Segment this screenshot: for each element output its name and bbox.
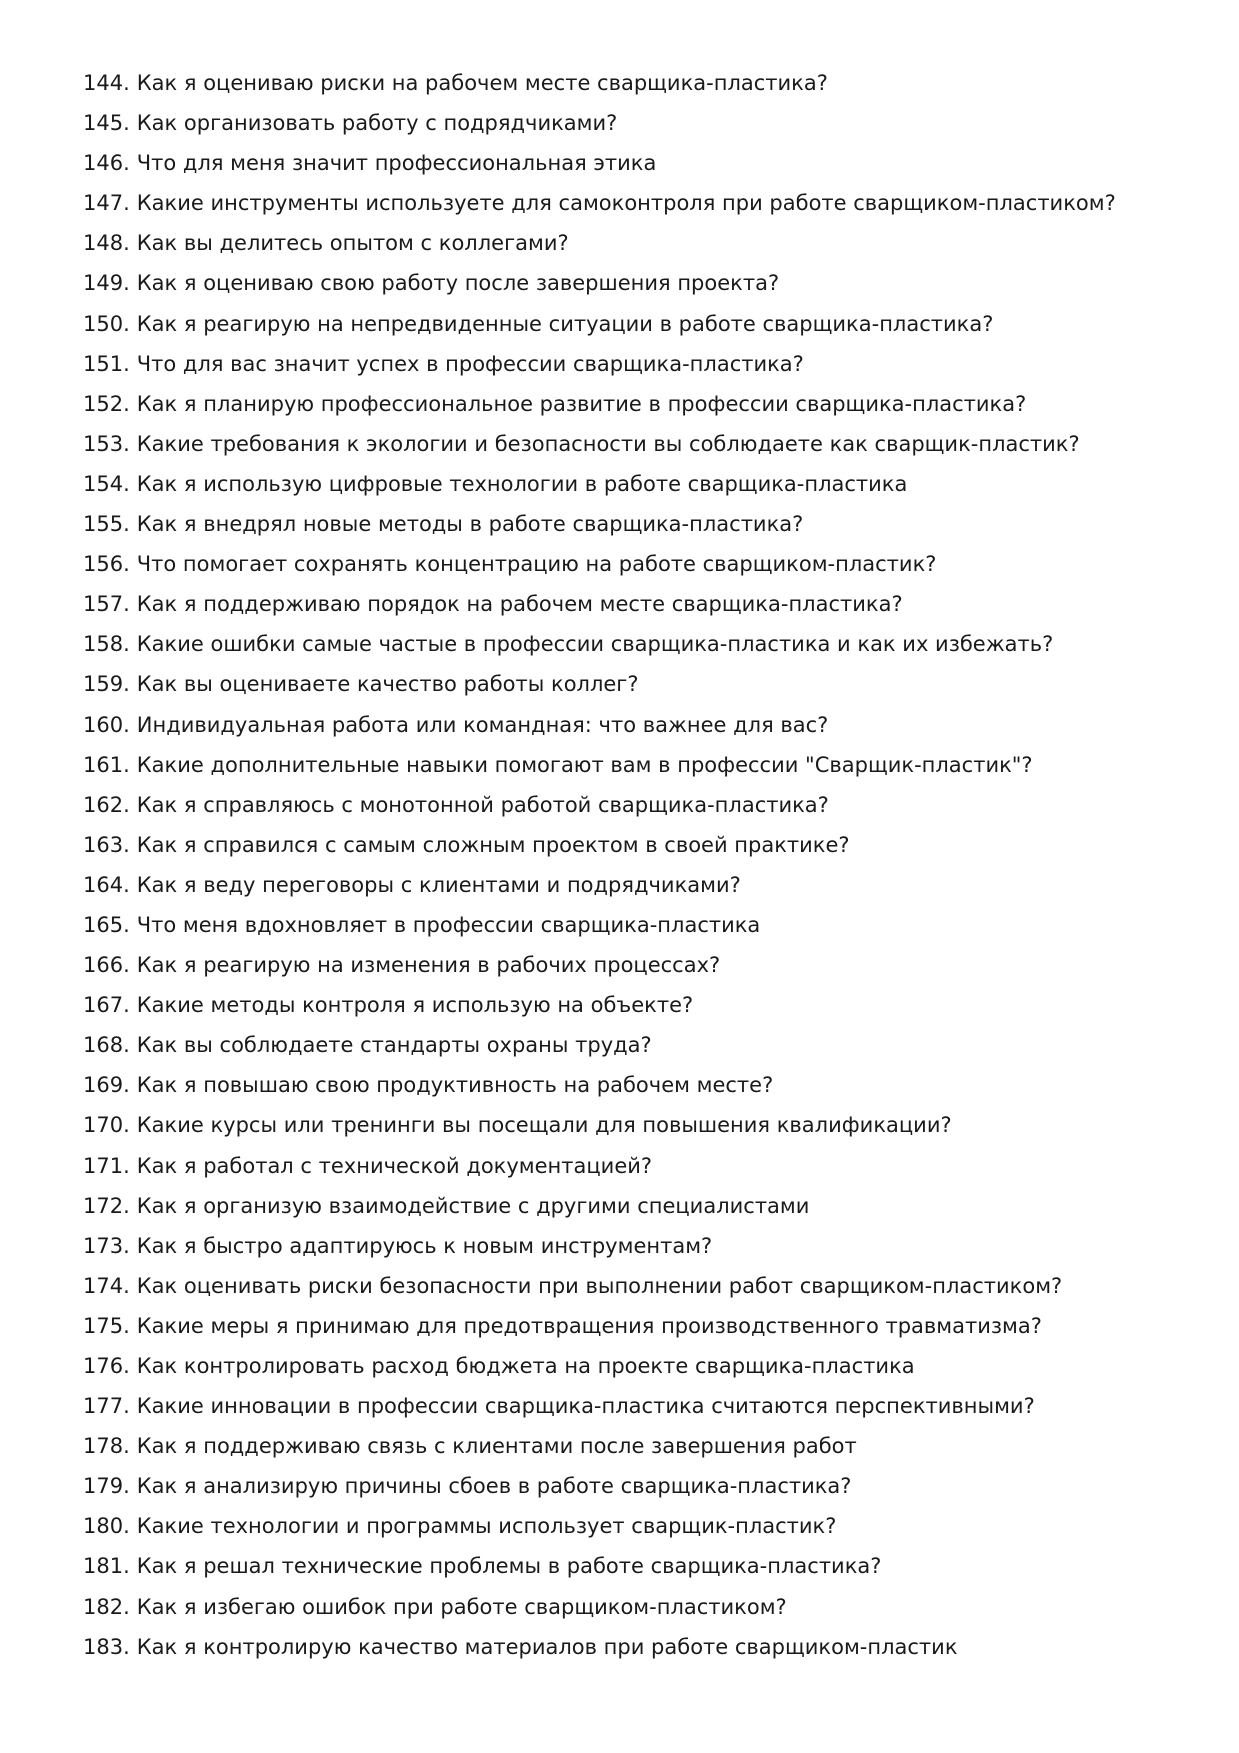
list-item <box>83 1065 1183 1105</box>
question-number: 169. <box>83 1073 130 1098</box>
question-text: Какие дополнительные навыки помогают вам в профессии "Сварщик-пластик"? <box>136 752 1033 777</box>
question-number: 155. <box>83 512 130 537</box>
question-number: 148. <box>83 231 130 256</box>
question-number: 174. <box>83 1273 130 1298</box>
question-number: 183. <box>83 1634 130 1659</box>
list-item <box>83 905 1183 945</box>
question-number: 158. <box>83 632 130 657</box>
list-item <box>83 504 1183 544</box>
question-number: 161. <box>83 752 130 777</box>
question-text: Какие меры я принимаю для предотвращения производственного травматизма? <box>136 1313 1042 1338</box>
list-item <box>83 103 1183 143</box>
question-text: Какие технологии и программы использует сварщик-пластик? <box>136 1514 837 1539</box>
list-item <box>83 1426 1183 1466</box>
question-text: Как я оцениваю свою работу после завершения проекта? <box>136 271 780 296</box>
list-item <box>83 1386 1183 1426</box>
question-number: 162. <box>83 792 130 817</box>
question-number: 163. <box>83 832 130 857</box>
question-number: 170. <box>83 1113 130 1138</box>
question-number: 145. <box>83 111 130 136</box>
list-item <box>83 825 1183 865</box>
question-text: Как я работал с технической документацией? <box>136 1153 653 1178</box>
question-number: 167. <box>83 993 130 1018</box>
list-item <box>83 544 1183 584</box>
question-number: 159. <box>83 672 130 697</box>
question-number: 144. <box>83 71 130 95</box>
list-item <box>83 945 1183 985</box>
question-number: 166. <box>83 953 130 978</box>
list-item <box>83 1186 1183 1226</box>
list-item <box>83 1306 1183 1346</box>
list-item <box>83 183 1183 223</box>
question-text: Как я использую цифровые технологии в работе сварщика-пластика <box>136 471 908 496</box>
list-item <box>83 624 1183 664</box>
question-text: Что для вас значит успех в профессии сварщика-пластика? <box>136 351 804 376</box>
question-text: Как контролировать расход бюджета на проекте сварщика-пластика <box>136 1354 915 1378</box>
question-number: 176. <box>83 1354 130 1378</box>
question-text: Какие методы контроля я использую на объекте? <box>136 993 694 1018</box>
list-item <box>83 1266 1183 1306</box>
question-text: Индивидуальная работа или командная: что важнее для вас? <box>136 712 829 737</box>
list-item <box>83 1627 1183 1667</box>
question-text: Как вы делитесь опытом с коллегами? <box>136 231 569 256</box>
question-number: 154. <box>83 471 130 496</box>
list-item <box>83 745 1183 785</box>
question-text: Как я повышаю свою продуктивность на рабочем месте? <box>136 1073 774 1098</box>
question-text: Как я поддерживаю порядок на рабочем месте сварщика-пластика? <box>136 592 903 617</box>
question-number: 160. <box>83 712 130 737</box>
question-number: 149. <box>83 271 130 296</box>
question-text: Что меня вдохновляет в профессии сварщика-пластика <box>136 912 761 937</box>
question-number: 173. <box>83 1233 130 1258</box>
list-item <box>83 1466 1183 1506</box>
list-item <box>83 344 1183 384</box>
question-number: 157. <box>83 592 130 617</box>
list-item <box>83 143 1183 183</box>
question-text: Как я оцениваю риски на рабочем месте сварщика-пластика? <box>136 71 828 95</box>
list-item <box>83 865 1183 905</box>
question-text: Что помогает сохранять концентрацию на работе сварщиком-пластик? <box>136 552 937 577</box>
list-item <box>83 1025 1183 1065</box>
list-item <box>83 985 1183 1025</box>
question-number: 150. <box>83 311 130 336</box>
list-item <box>83 1105 1183 1145</box>
question-number: 179. <box>83 1474 130 1499</box>
question-number: 171. <box>83 1153 130 1178</box>
question-text: Как я избегаю ошибок при работе сварщиком-пластиком? <box>136 1594 787 1619</box>
list-item <box>83 785 1183 825</box>
list-item <box>83 664 1183 704</box>
question-number: 168. <box>83 1033 130 1058</box>
question-text: Как организовать работу с подрядчиками? <box>136 111 618 136</box>
list-item <box>83 1546 1183 1586</box>
question-text: Какие требования к экологии и безопасности вы соблюдаете как сварщик-пластик? <box>136 431 1080 456</box>
question-number: 164. <box>83 872 130 897</box>
question-number: 177. <box>83 1394 130 1419</box>
question-number: 165. <box>83 912 130 937</box>
question-text: Как я планирую профессиональное развитие в профессии сварщика-пластика? <box>136 391 1027 416</box>
question-text: Какие инновации в профессии сварщика-пластика считаются перспективными? <box>136 1394 1035 1419</box>
list-item <box>83 63 1183 103</box>
question-text: Как я внедрял новые методы в работе сварщика-пластика? <box>136 512 804 537</box>
question-number: 182. <box>83 1594 130 1619</box>
question-text: Как я справился с самым сложным проектом в своей практике? <box>136 832 850 857</box>
question-text: Какие ошибки самые частые в профессии сварщика-пластика и как их избежать? <box>136 632 1054 657</box>
question-text: Как я поддерживаю связь с клиентами после завершения работ <box>136 1434 857 1459</box>
question-number: 175. <box>83 1313 130 1338</box>
list-item <box>83 304 1183 344</box>
question-text: Что для меня значит профессиональная этика <box>136 151 657 176</box>
list-item <box>83 1346 1183 1386</box>
question-text: Как вы оцениваете качество работы коллег? <box>136 672 639 697</box>
question-text: Как я быстро адаптируюсь к новым инструментам? <box>136 1233 713 1258</box>
question-text: Какие инструменты используете для самоконтроля при работе сварщиком-пластиком? <box>136 191 1116 216</box>
list-item <box>83 384 1183 424</box>
question-text: Как я решал технические проблемы в работе сварщика-пластика? <box>136 1554 882 1579</box>
question-text: Как я контролирую качество материалов при работе сварщиком-пластик <box>136 1634 958 1659</box>
list-item <box>83 584 1183 624</box>
question-list <box>83 63 1183 1667</box>
question-number: 172. <box>83 1193 130 1218</box>
question-number: 153. <box>83 431 130 456</box>
list-item <box>83 263 1183 303</box>
question-text: Как я реагирую на непредвиденные ситуации в работе сварщика-пластика? <box>136 311 994 336</box>
question-text: Какие курсы или тренинги вы посещали для повышения квалификации? <box>136 1113 952 1138</box>
list-item <box>83 1226 1183 1266</box>
list-item <box>83 1587 1183 1627</box>
question-text: Как я веду переговоры с клиентами и подрядчиками? <box>136 872 741 897</box>
list-item <box>83 223 1183 263</box>
question-number: 181. <box>83 1554 130 1579</box>
list-item <box>83 424 1183 464</box>
list-item <box>83 705 1183 745</box>
question-text: Как я организую взаимодействие с другими специалистами <box>136 1193 810 1218</box>
question-number: 178. <box>83 1434 130 1459</box>
question-number: 156. <box>83 552 130 577</box>
list-item <box>83 1146 1183 1186</box>
question-number: 146. <box>83 151 130 176</box>
question-text: Как я реагирую на изменения в рабочих процессах? <box>136 953 721 978</box>
question-text: Как я анализирую причины сбоев в работе сварщика-пластика? <box>136 1474 852 1499</box>
question-number: 147. <box>83 191 130 216</box>
question-text: Как оценивать риски безопасности при выполнении работ сварщиком-пластиком? <box>136 1273 1063 1298</box>
question-number: 151. <box>83 351 130 376</box>
question-number: 152. <box>83 391 130 416</box>
list-item <box>83 464 1183 504</box>
list-item <box>83 1506 1183 1546</box>
question-text: Как вы соблюдаете стандарты охраны труда? <box>136 1033 652 1058</box>
question-number: 180. <box>83 1514 130 1539</box>
question-text: Как я справляюсь с монотонной работой сварщика-пластика? <box>136 792 829 817</box>
